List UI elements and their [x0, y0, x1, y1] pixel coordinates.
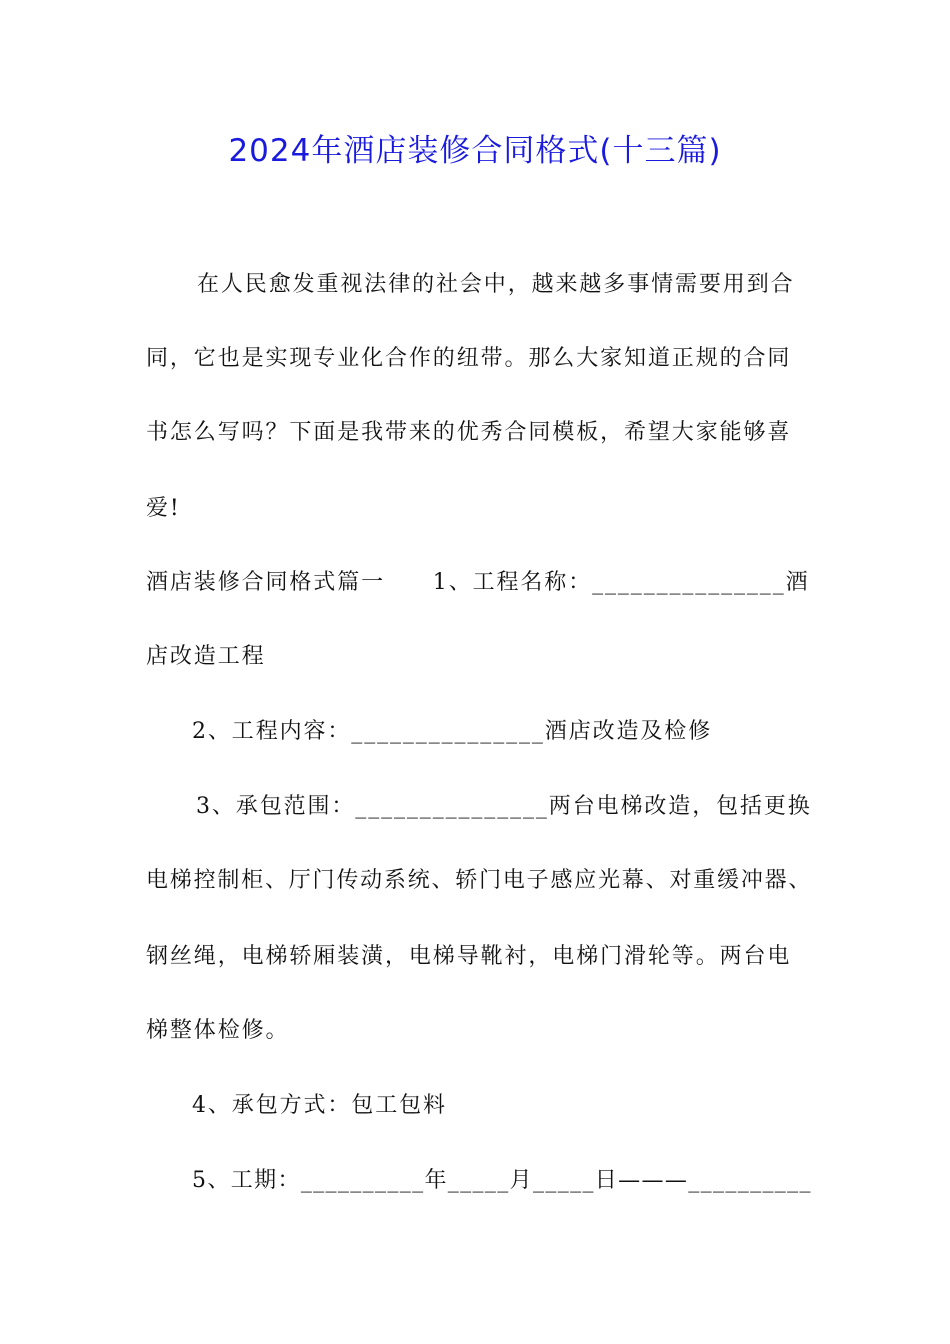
contract-scope-line-3: 钢丝绳，电梯轿厢装潢，电梯导靴衬，电梯门滑轮等。两台电 [146, 944, 792, 969]
project-content-line: 2、工程内容：_______________酒店改造及检修 [192, 719, 713, 744]
document-title: 2024年酒店装修合同格式(十三篇) [228, 133, 722, 169]
intro-line-3: 书怎么写吗？下面是我带来的优秀合同模板，希望大家能够喜 [146, 420, 792, 445]
contract-scope-line-2: 电梯控制柜、厅门传动系统、轿门电子感应光幕、对重缓冲器、 [146, 868, 813, 893]
construction-period-line: 5、工期：__________年_____月_____日———__________ [192, 1168, 812, 1193]
intro-line-1: 在人民愈发重视法律的社会中，越来越多事情需要用到合 [197, 272, 795, 297]
contract-scope-line-1: 3、承包范围：_______________两台电梯改造，包括更换 [196, 794, 812, 819]
section-one-heading-line: 酒店装修合同格式篇一 1、工程名称：_______________酒 [146, 570, 810, 595]
contract-method-line: 4、承包方式：包工包料 [192, 1093, 447, 1118]
intro-line-2: 同，它也是实现专业化合作的纽带。那么大家知道正规的合同 [146, 346, 792, 371]
intro-line-4: 爱! [146, 496, 181, 521]
project-name-continued: 店改造工程 [146, 644, 266, 669]
contract-scope-line-4: 梯整体检修。 [146, 1018, 290, 1043]
